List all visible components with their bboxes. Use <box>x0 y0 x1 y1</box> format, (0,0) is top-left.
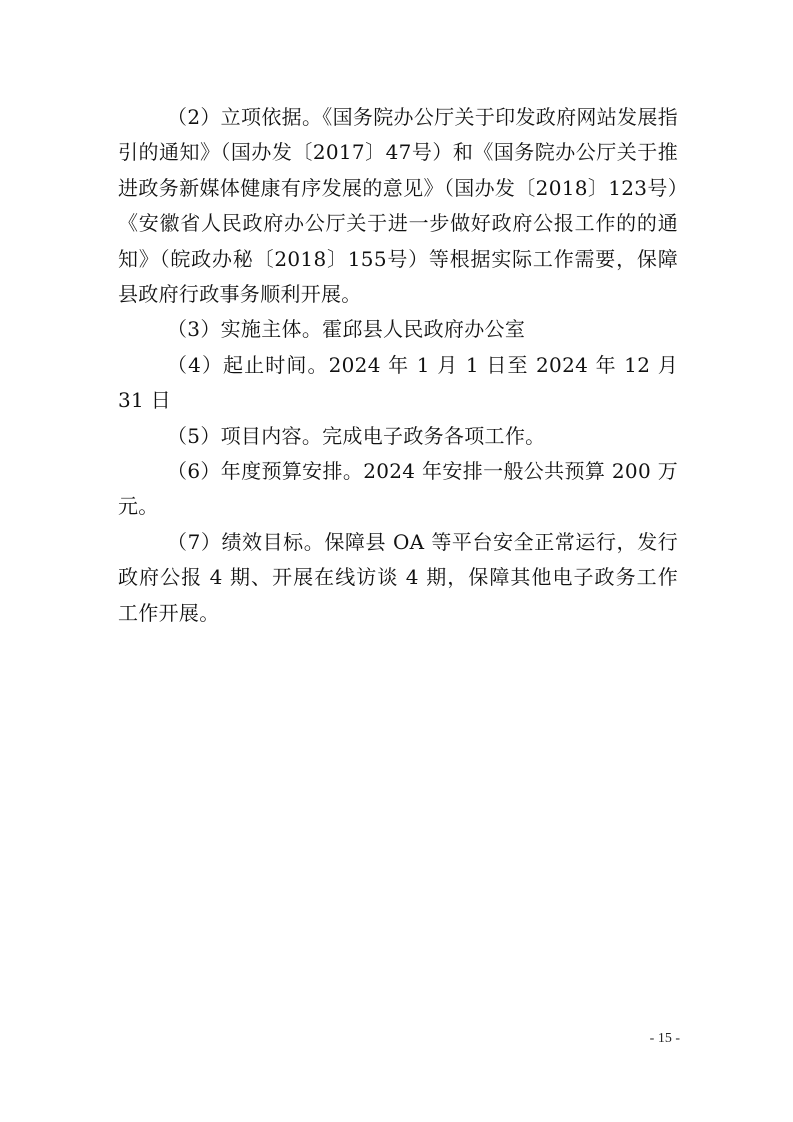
paragraph-basis: （2）立项依据。《国务院办公厅关于印发政府网站发展指引的通知》（国办发〔2017〕47号）和《国务院办公厅关于推进政务新媒体健康有序发展的意见》（国办发〔2018〕123号）《安徽省人民政府办公厅关于进一步做好政府公报工作的的通知》（皖政办秘〔2018〕155号）等根据实际工作需要，保障县政府行政事务顺利开展。 <box>118 105 678 307</box>
paragraph-period: （4）起止时间。2024 年 1 月 1 日至 2024 年 12 月 31 日 <box>118 352 678 413</box>
paragraph-content: （5）项目内容。完成电子政务各项工作。 <box>167 423 546 448</box>
document-body <box>118 100 678 631</box>
paragraph-budget: （6）年度预算安排。2024 年安排一般公共预算 200 万元。 <box>118 459 678 519</box>
paragraph-goals: （7）绩效目标。保障县 OA 等平台安全正常运行，发行政府公报 4 期、开展在线访谈 4 期，保障其他电子政务工作工作开展。 <box>118 529 678 625</box>
page-number: - 15 - <box>649 1031 680 1046</box>
paragraph-implementer: （3）实施主体。霍邱县人民政府办公室 <box>167 317 526 342</box>
